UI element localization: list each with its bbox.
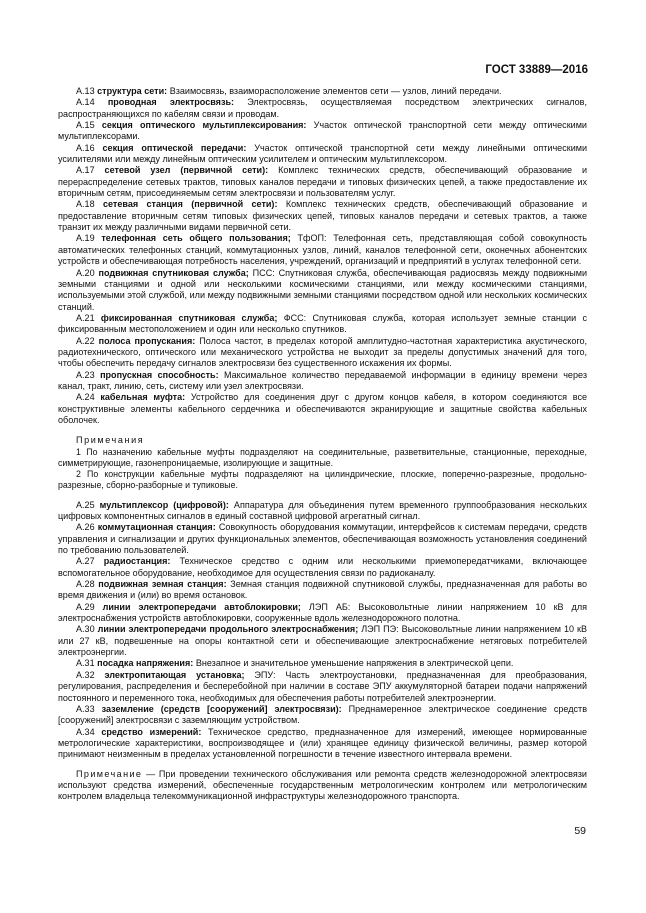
entry-definition: Совокупность оборудования коммутации, интерфейсов к системам передачи, средств управления и сигнализации и других функциональных элементов, обеспечивающая возможность установления соединений по требованию пользователей. [58, 522, 587, 556]
entry-number: А.33 [76, 703, 95, 714]
entry-number: А.32 [76, 669, 95, 680]
definition-entry [58, 522, 587, 556]
entry-number: А.21 [76, 312, 95, 323]
definition-entry [58, 624, 587, 658]
entry-definition: Внезапное и значительное уменьшение напряжения в электрической цепи. [195, 658, 514, 669]
entry-number: А.30 [76, 624, 95, 635]
notes-heading: Примечания [76, 435, 145, 446]
entry-term: подвижная спутниковая служба; [98, 267, 249, 278]
definition-entry [58, 165, 587, 199]
entry-term: телефонная сеть общего пользования; [101, 233, 291, 244]
entry-definition: Взаимосвязь, взаиморасположение элементов сети — узлов, линий передачи. [169, 86, 502, 96]
entry-definition: ПСС: Спутниковая служба, обеспечивающая радиосвязь между подвижными земными станциями и одной или несколькими космическими станциями, или между космическими станциями, используемыми этой службой, или между подвижными земными станциями посредством одной или нескольких космических станций. [58, 267, 587, 312]
entry-number: А.27 [76, 556, 95, 567]
definition-entry [58, 268, 587, 313]
final-note-label: Примечание [76, 768, 143, 779]
entry-term: электропитающая установка; [104, 669, 245, 680]
entry-number: А.19 [76, 233, 95, 244]
definition-entry [58, 392, 587, 426]
entry-definition: Полоса частот, в пределах которой амплитудно-частотная характеристика акустического, радиотехнического, оптического или механического устройства не выходит за пределы допустимых значений для того, чтобы обеспечить передачу сигналов электросвязи без существенного искажения их формы. [58, 335, 588, 369]
entry-definition: Устройство для соединения друг с другом концов кабеля, в котором соединяются все конструктивные элементы кабельного сердечника и обеспечиваются экранирующие и защитные свойства кабельных оболочек. [58, 392, 588, 425]
entry-definition: Комплекс технических средств, обеспечивающий образование и предоставление вторичным сетям типовых физических цепей, типовых каналов передачи и сетевых трактов, а также транзит их между различными видами первичной сети. [58, 199, 588, 233]
entry-term: коммутационная станция: [97, 522, 216, 533]
entry-term: пропускная способность: [100, 369, 219, 380]
entry-definition: Техническое средство, предназначенное для измерений, имеющее нормированные метрологические характеристики, воспроизводящее и (или) хранящее единицу физической величины, размер которой принимают неизменным в пределах установленной погрешности в течение известного интервала времени. [58, 726, 588, 760]
definition-entry [58, 602, 587, 625]
entry-definition: ЭПУ: Часть электроустановки, предназначенная для преобразования, регулирования, распределения и бесперебойной при наличии в составе ЭПУ аккумуляторной батареи подачи напряжений постоянного и переменного тока, необходимых для обеспечения работы потребителей электроэнергии. [58, 669, 588, 703]
definition-entry [58, 370, 587, 393]
definition-entry [58, 727, 587, 761]
entry-definition: Земная станция подвижной спутниковой службы, предназначенная для работы во время движения и (или) во время остановок. [58, 579, 587, 601]
definition-entry [58, 97, 587, 120]
entry-definition: Техническое средство с одним или несколькими приемопередатчиками, включающее вспомогательное оборудование, необходимое для осуществления связи по радиоканалу. [58, 556, 587, 578]
entry-term: структура сети: [97, 86, 168, 96]
definition-entry [58, 233, 587, 267]
entry-number: А.15 [76, 120, 95, 131]
definitions-list-2 [58, 500, 587, 761]
entry-number: А.16 [76, 142, 95, 153]
entry-number: А.23 [76, 369, 95, 380]
entry-definition: Максимальное количество передаваемой информации в единицу времени через канал, тракт, линию, сеть, систему или узел электросвязи. [58, 369, 587, 391]
entry-definition: ФСС: Спутниковая служба, которая использует земные станции с фиксированным местоположением и один или несколько спутников. [58, 312, 587, 335]
definition-entry [58, 556, 587, 579]
entry-number: А.31 [76, 658, 95, 669]
definition-entry [58, 500, 587, 523]
entry-term: линии электропередачи продольного электроснабжения; [97, 624, 359, 635]
entry-number: А.18 [76, 199, 95, 210]
entry-number: А.25 [76, 499, 95, 510]
definition-entry [58, 336, 587, 370]
note-item: 2 По конструкции кабельные муфты подразделяют на цилиндрические, плоские, поперечно-разрезные, продольно-разрезные, сборно-разборные и тупиковые. [58, 468, 587, 490]
entry-number: А.34 [76, 726, 95, 737]
page-number: 59 [574, 825, 586, 837]
entry-definition: Преднамеренное электрическое соединение средств [сооружений] электросвязи с заземляющим устройством. [58, 703, 588, 726]
entry-term: радиостанция: [103, 556, 171, 567]
entry-definition: ЛЭП ПЭ: Высоковольтные линии напряжением 10 кВ или 27 кВ, подвешенные на опоры контактной сети и обеспечивающие электроснабжение нетяговых потребителей электроэнергии. [58, 624, 588, 658]
entry-term: секция оптической передачи: [102, 142, 247, 153]
definition-entry [58, 704, 587, 727]
final-note [58, 769, 587, 803]
final-note-text: — При проведении технического обслуживания или ремонта средств железнодорожной электросвязи используют средства измерений, обеспеченные государственным метрологическим контролем или метрологическим контролем владельца телекоммуникационной инфраструктуры железнодорожного транспорта. [58, 768, 587, 802]
entry-number: А.26 [76, 522, 95, 533]
definitions-list-1 [58, 86, 587, 426]
entry-term: средство измерений: [101, 726, 202, 737]
entry-term: фиксированная спутниковая служба; [100, 312, 278, 323]
definition-entry [58, 199, 587, 233]
entry-definition: Комплекс технических средств, обеспечивающий образование и перераспределение сетевых трактов, типовых каналов передачи и типовых физических цепей, а также предоставление их вторичным сетям, присоединяемым сетям электросвязи и пользователям услуг. [58, 165, 588, 199]
entry-definition: Электросвязь, осуществляемая посредством электрических сигналов, распространяющихся по кабелям связи и проводам. [58, 97, 587, 119]
entry-definition: ТфОП: Телефонная сеть, представляющая собой совокупность автоматических телефонных станций, коммутационных узлов, линий, каналов телефонной сети, оконечных абонентских устройств и обеспечивающая потребность населения, учреждений, организаций и предприятий в услугах телефонной сети. [58, 233, 588, 267]
entry-number: А.29 [76, 601, 95, 612]
note-item: 1 По назначению кабельные муфты подразделяют на соединительные, разветвительные, станционные, переходные, симметрирующие, газонепроницаемые, изолирующие и защитные. [58, 446, 587, 468]
page-content [58, 86, 587, 803]
entry-term: заземление (средств [сооружений] электросвязи): [101, 703, 342, 714]
entry-term: полоса пропускания: [98, 335, 196, 346]
entry-definition: Аппаратура для объединения путем временного группообразования нескольких цифровых компонентных сигналов в единый составной цифровой агрегатный сигнал. [58, 499, 588, 521]
definition-entry [58, 143, 587, 166]
entry-term: посадка напряжения: [97, 658, 194, 669]
definition-entry [58, 670, 587, 704]
entry-definition: Участок оптической транспортной сети между линейными оптическими усилителями или между линейным оптическим усилителем и оптическим мультиплексором. [58, 142, 588, 165]
entry-number: А.24 [76, 392, 95, 403]
entry-number: А.22 [76, 335, 95, 346]
entry-term: линии электропередачи автоблокировки; [102, 601, 301, 612]
definition-entry [58, 579, 587, 602]
definition-entry [58, 86, 587, 97]
document-code: ГОСТ 33889—2016 [485, 64, 588, 76]
entry-definition: ЛЭП АБ: Высоковольтные линии напряжением 10 кВ для электроснабжения устройств автоблокировки, сооруженные вдоль железнодорожного полотна. [58, 601, 588, 624]
entry-term: сетевая станция (первичной сети): [102, 199, 278, 210]
entry-number: А.17 [76, 165, 95, 176]
entry-term: сетевой узел (первичной сети): [104, 165, 269, 176]
entry-term: секция оптического мультиплексирования: [101, 120, 307, 131]
entry-term: кабельная муфта: [100, 392, 186, 403]
entry-number: А.28 [76, 579, 95, 590]
entry-number: А.20 [76, 267, 95, 278]
entry-number: А.14 [76, 97, 95, 108]
entry-term: проводная электросвязь: [107, 97, 235, 108]
entry-definition: Участок оптической транспортной сети между оптическими мультиплексорами. [58, 120, 587, 142]
entry-number: А.13 [76, 86, 95, 96]
entry-term: мультиплексор (цифровой): [99, 499, 229, 510]
definition-entry [58, 120, 587, 143]
entry-term: подвижная земная станция: [98, 579, 227, 590]
definition-entry [58, 658, 587, 669]
definition-entry [58, 313, 587, 336]
